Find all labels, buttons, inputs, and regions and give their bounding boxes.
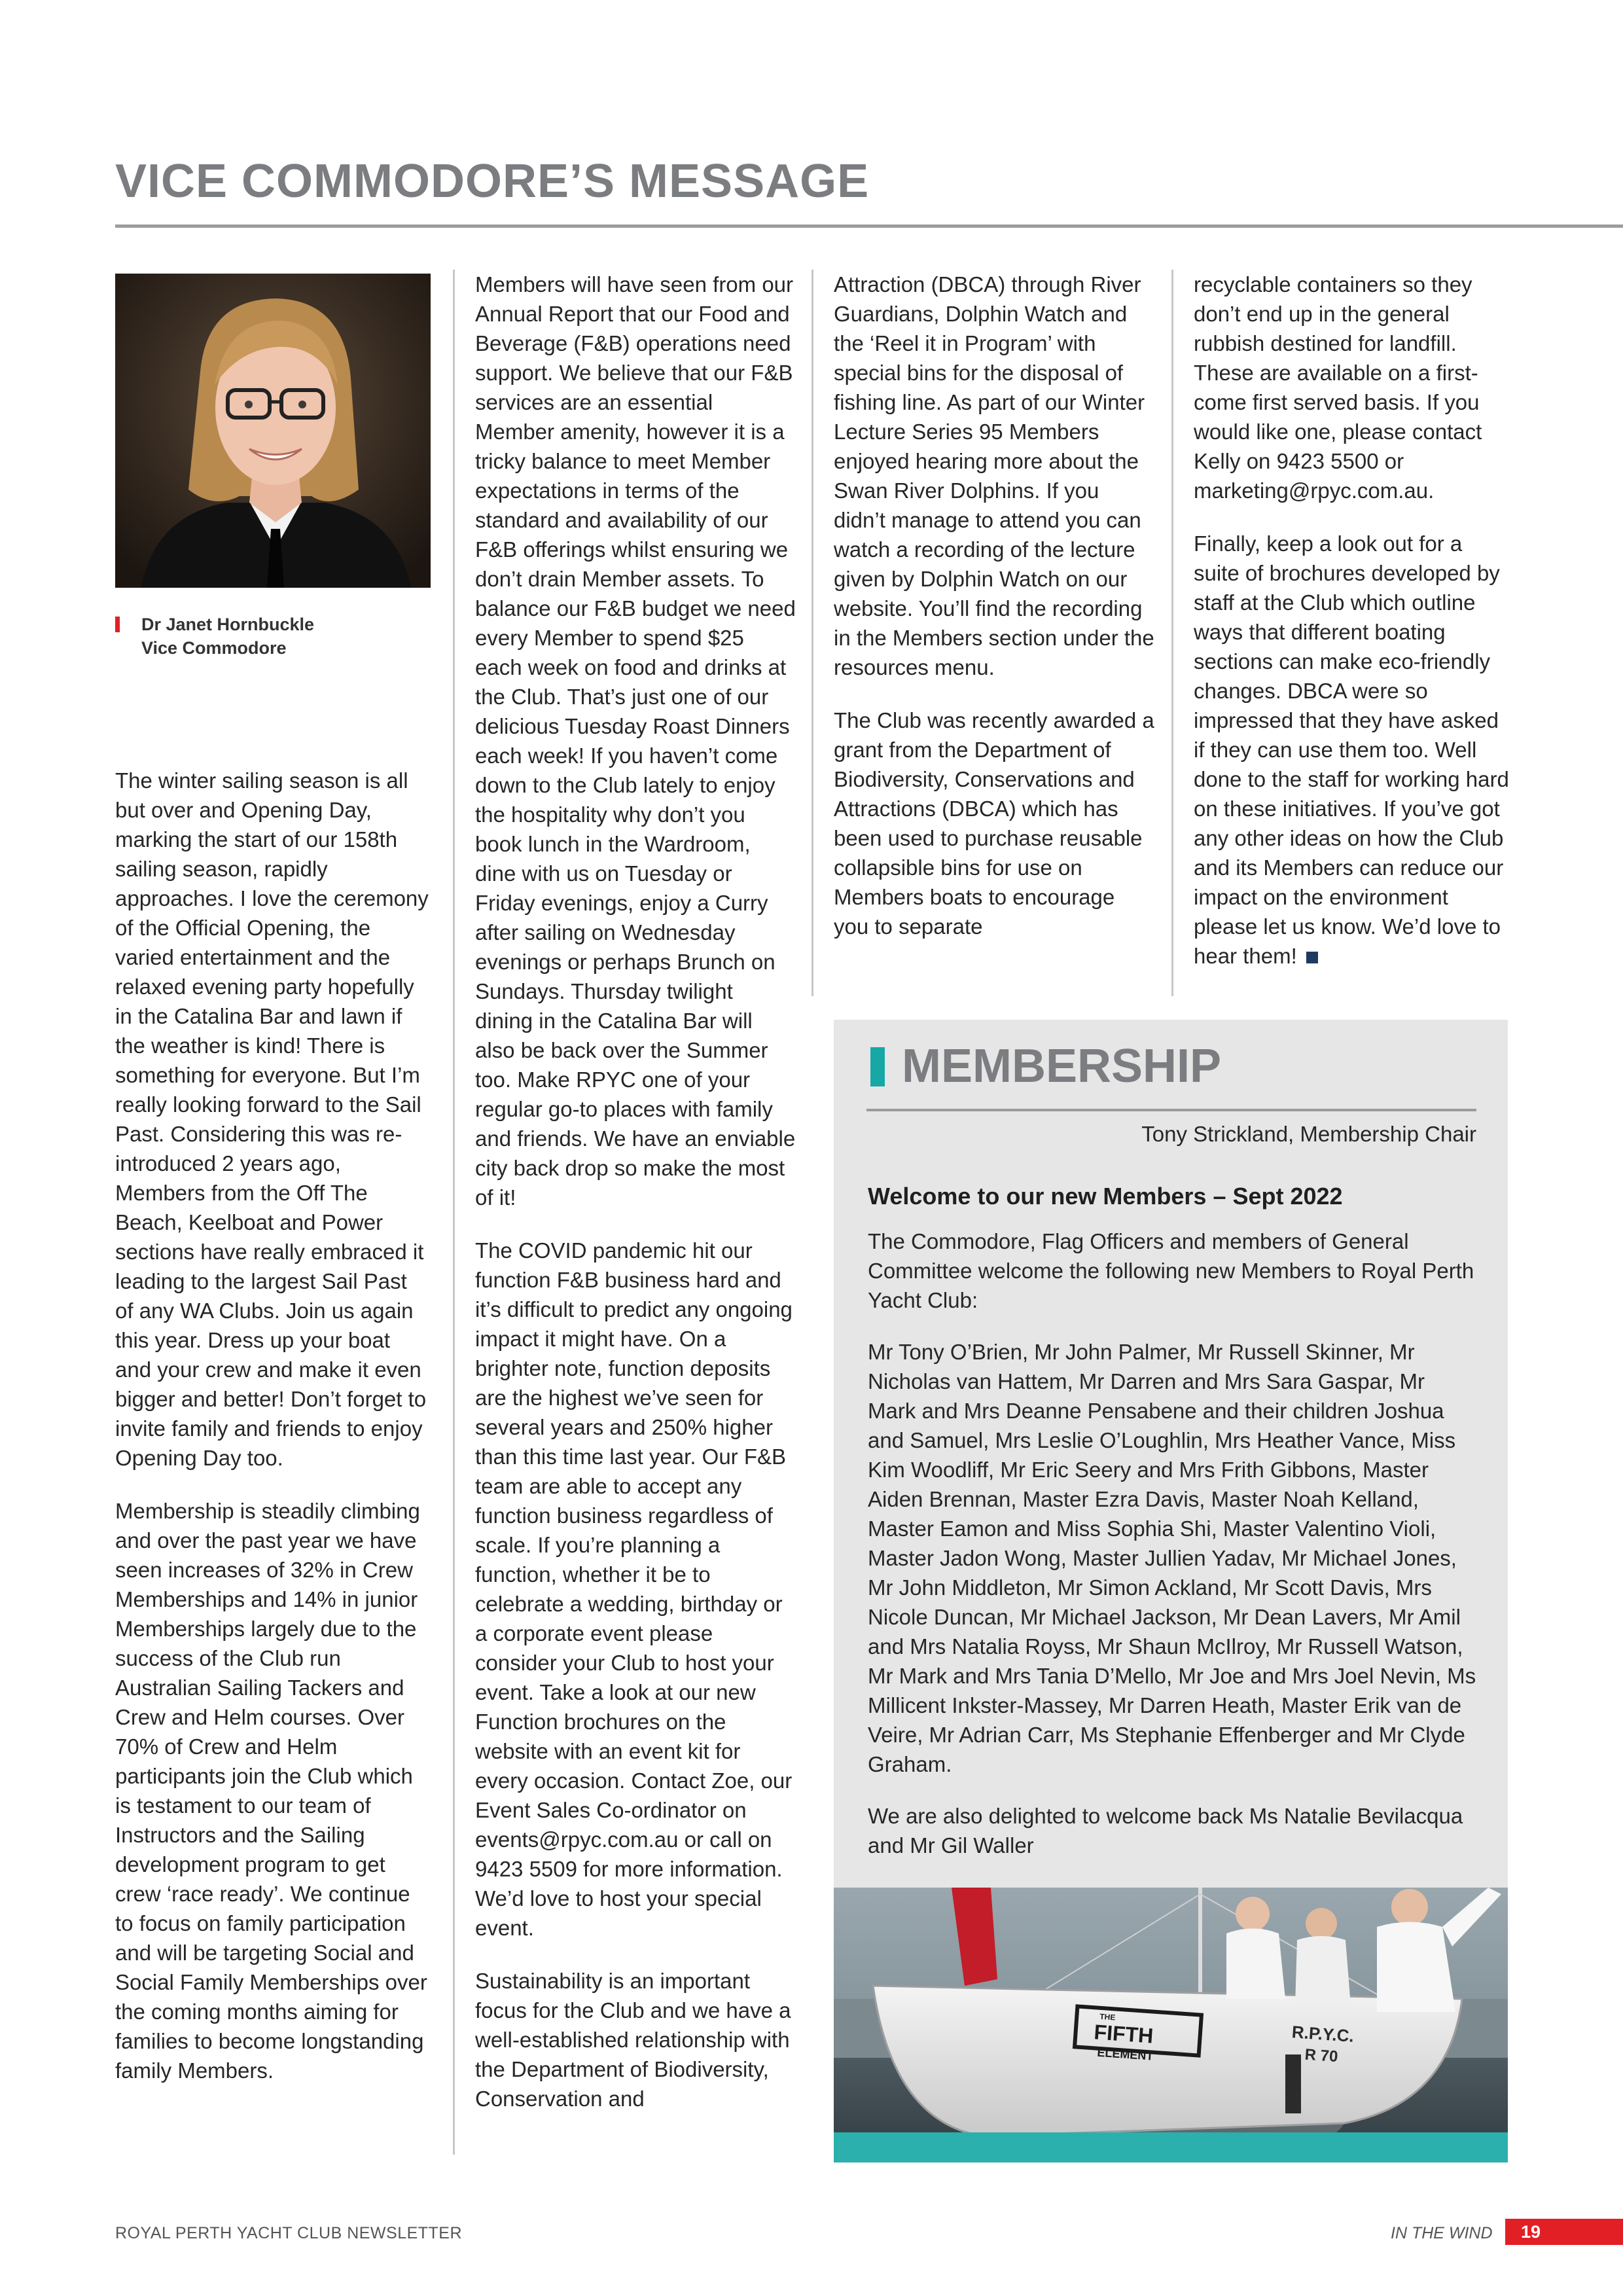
paragraph: The Commodore, Flag Officers and members of General Committee welcome the following new Members to Royal Perth Yacht Club: <box>868 1229 1474 1312</box>
sailing-photo <box>834 1888 1508 2162</box>
photo-caption <box>115 613 431 660</box>
paragraph: The winter sailing season is all but over and Opening Day, marking the start of our 158th sailing season, rapidly approaches. I love the ceremony of the Official Opening, the varied entertainment and the relaxed evening party hopefully in the Catalina Bar and lawn if the weather is kind! There is something for everyone. But I’m really looking forward to the Sail Past. Considering this was re-introduced 2 years ago, Members from the Off The Beach, Keelboat and Power sections have really embraced it leading to the largest Sail Past of any WA Clubs. Join us again this year. Dress up your boat and your crew and make it even bigger and better! Don’t forget to invite family and friends to enjoy Opening Day too. <box>115 768 429 1470</box>
membership-content <box>868 1181 1476 1882</box>
paragraph <box>1194 529 1512 971</box>
article-column-2 <box>475 270 796 2113</box>
sail-number-text: R 70 <box>1304 2045 1339 2066</box>
sail-club-text: R.P.Y.C. <box>1291 2022 1355 2046</box>
article-column-4 <box>1194 270 1512 971</box>
membership-accent-bar <box>870 1047 885 1086</box>
boat-name-top: THE <box>1099 2011 1116 2022</box>
paragraph: Sustainability is an important focus for the Club and we have a well-established relationship with the Department of Biodiversity, Conservation and <box>475 1969 791 2111</box>
footer-section: IN THE WIND <box>1391 2224 1493 2242</box>
caption-accent-bar <box>115 617 120 632</box>
caption-role: Vice Commodore <box>141 638 287 658</box>
paragraph: We are also delighted to welcome back Ms Natalie Bevilacqua and Mr Gil Waller <box>868 1804 1463 1857</box>
footer-publication: ROYAL PERTH YACHT CLUB NEWSLETTER <box>115 2224 463 2242</box>
end-of-article-mark <box>1306 952 1318 963</box>
paragraph: Attraction (DBCA) through River Guardians, Dolphin Watch and the ‘Reel it in Program’ with special bins for the disposal of fishing line. As part of our Winter Lecture Series 95 Members enjoyed hearing more about the Swan River Dolphins. If you didn’t manage to attend you can watch a recording of the lecture given by Dolphin Watch on our website. You’ll find the recording in the Members section under the resources menu. <box>834 272 1154 679</box>
column-divider <box>453 270 455 2155</box>
paragraph: The Club was recently awarded a grant from the Department of Biodiversity, Conservations and Attractions (DBCA) which has been used to purchase reusable collapsible bins for use on Members boats to encourage you to separate <box>834 708 1154 939</box>
column-divider <box>812 270 813 996</box>
title-divider <box>115 224 1623 228</box>
column-divider <box>1171 270 1173 996</box>
paragraph-text: Finally, keep a look out for a suite of brochures developed by staff at the Club which outline ways that different boating sections can make eco-friendly changes. DBCA were so impressed that they have asked if they can use them too. Well done to the staff for working hard on these initiatives. If you’ve got any other ideas on how the Club and its Members can reduce our impact on the environment please let us know. We’d love to hear them! <box>1194 531 1509 968</box>
paragraph: Membership is steadily climbing and over the past year we have seen increases of 32% in Crew Memberships and 14% in junior Memberships largely due to the success of the Club run Australian Sailing Tackers and Crew and Helm courses. Over 70% of Crew and Helm participants join the Club which is testament to our team of Instructors and the Sailing development program to get crew ‘race ready’. We continue to focus on family participation and will be targeting Social and Social Family Memberships over the coming months aiming for families to become longstanding family Members. <box>115 1499 427 2083</box>
article-column-3 <box>834 270 1154 941</box>
caption-name: Dr Janet Hornbuckle <box>141 615 315 634</box>
membership-divider <box>866 1109 1476 1111</box>
photo-teal-strip <box>834 2132 1508 2162</box>
boat-name: FIFTH <box>1093 2020 1154 2048</box>
page-title: VICE COMMODORE’S MESSAGE <box>115 155 870 207</box>
article-column-1 <box>115 766 431 2085</box>
membership-heading: MEMBERSHIP <box>902 1040 1222 1092</box>
paragraph: recyclable containers so they don’t end up in the general rubbish destined for landfill. These are available on a first-come first served basis. If you would like one, please contact Kelly on 9423 5500 or marketing@rpyc.com.au. <box>1194 272 1482 503</box>
page-number: 19 <box>1505 2219 1623 2245</box>
membership-section <box>834 1020 1508 1888</box>
paragraph: Members will have seen from our Annual Report that our Food and Beverage (F&B) operations need support. We believe that our F&B services are an essential Member amenity, however it is a tricky balance to meet Member expectations in terms of the standard and availability of our F&B offerings whilst ensuring we don’t drain Member assets. To balance our F&B budget we need every Member to spend $25 each week on food and drinks at the Club. That’s just one of our delicious Tuesday Roast Dinners each week! If you haven’t come down to the Club lately to enjoy the hospitality why don’t you book lunch in the Wardroom, dine with us on Tuesday or Friday evenings, enjoy a Curry after sailing on Wednesday evenings or perhaps Brunch on Sundays. Thursday twilight dining in the Catalina Bar will also be back over the Summer too. Make RPYC one of your regular go-to places with family and friends. We have an enviable city back drop so make the most of it! <box>475 272 796 1210</box>
boat-name-bottom: ELEMENT <box>1096 2045 1154 2063</box>
paragraph: Mr Tony O’Brien, Mr John Palmer, Mr Russell Skinner, Mr Nicholas van Hattem, Mr Darren and Mrs Sara Gaspar, Mr Mark and Mrs Deanne Pensabene and their children Joshua and Samuel, Mrs Leslie O’Loughlin, Mrs Heather Vance, Miss Kim Woodliff, Mr Eric Seery and Mrs Frith Gibbons, Master Aiden Brennan, Master Ezra Davis, Master Noah Kelland, Master Eamon and Miss Sophia Shi, Master Valentino Violi, Master Jadon Wong, Master Jullien Yadav, Mr Michael Jones, Mr John Middleton, Mr Simon Ackland, Mr Scott Davis, Mrs Nicole Duncan, Mr Michael Jackson, Mr Dean Lavers, Mr Amil and Mrs Natalia Royss, Mr Shaun McIlroy, Mr Russell Watson, Mr Mark and Mrs Tania D’Mello, Mr Joe and Mrs Joel Nevin, Ms Millicent Inkster-Massey, Mr Darren Heath, Master Erik van de Veire, Mr Adrian Carr, Ms Stephanie Effenberger and Mr Clyde Graham. <box>868 1340 1476 1776</box>
membership-subheading: Welcome to our new Members – Sept 2022 <box>868 1183 1343 1210</box>
vice-commodore-photo <box>115 274 431 588</box>
membership-chair: Tony Strickland, Membership Chair <box>1141 1122 1476 1146</box>
paragraph: The COVID pandemic hit our function F&B business hard and it’s difficult to predict any ongoing impact it might have. On a brighter note, function deposits are the highest we’ve seen for several years and 250% higher than this time last year. Our F&B team are able to accept any function business regardless of scale. If you’re planning a function, whether it be to celebrate a wedding, birthday or a corporate event please consider your Club to host your event. Take a look at our new Function brochures on the website with an event kit for every occasion. Contact Zoe, our Event Sales Co-ordinator on events@rpyc.com.au or call on 9423 5509 for more information. We’d love to host your special event. <box>475 1238 793 1940</box>
